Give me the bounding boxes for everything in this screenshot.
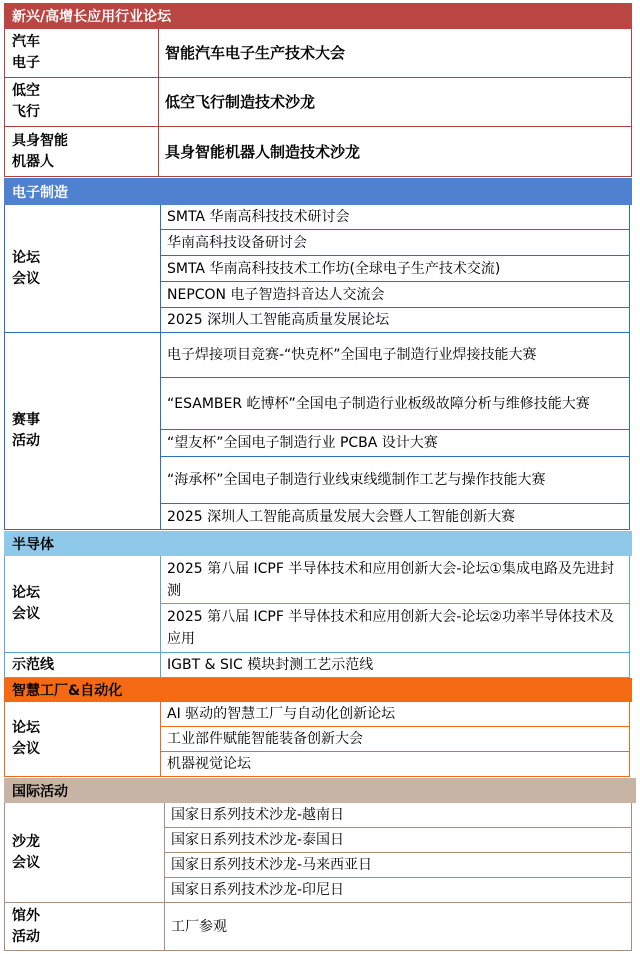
section-title: 国际活动 bbox=[12, 783, 68, 800]
section-header-international bbox=[4, 778, 636, 803]
row-value-robot: 具身智能机器人制造技术沙龙 bbox=[158, 127, 632, 177]
list-item: NEPCON 电子智造抖音达人交流会 bbox=[160, 282, 630, 308]
list-item: 2025 深圳人工智能高质量发展大会暨人工智能创新大赛 bbox=[160, 504, 630, 530]
list-item: 电子焊接项目竞赛-“快克杯”全国电子制造行业焊接技能大赛 bbox=[160, 333, 630, 378]
list-item: AI 驱动的智慧工厂与自动化创新论坛 bbox=[160, 702, 630, 727]
row-label-lowalt: 低空 飞行 bbox=[4, 78, 158, 127]
section-title: 电子制造 bbox=[12, 184, 68, 201]
section-header-smart-factory bbox=[4, 678, 632, 702]
list-item: “望友杯”全国电子制造行业 PCBA 设计大赛 bbox=[160, 430, 630, 457]
list-item: SMTA 华南高科技技术研讨会 bbox=[160, 205, 630, 230]
section-title: 半导体 bbox=[12, 536, 54, 553]
row-value-auto: 智能汽车电子生产技术大会 bbox=[158, 29, 632, 78]
section-header-electronics bbox=[4, 178, 632, 205]
list-item: 2025 第八届 ICPF 半导体技术和应用创新大会-论坛①集成电路及先进封测 bbox=[160, 556, 630, 604]
list-item: 2025 第八届 ICPF 半导体技术和应用创新大会-论坛②功率半导体技术及应用 bbox=[160, 604, 630, 653]
list-item: “海承杯”全国电子制造行业线束线缆制作工艺与操作技能大赛 bbox=[160, 457, 630, 504]
row-label-robot: 具身智能 机器人 bbox=[4, 127, 158, 177]
list-item: 工厂参观 bbox=[164, 903, 632, 951]
event-label: 赛事 活动 bbox=[4, 333, 160, 530]
list-item: 国家日系列技术沙龙-马来西亚日 bbox=[164, 853, 632, 878]
list-item: 机器视觉论坛 bbox=[160, 752, 630, 777]
list-item: 国家日系列技术沙龙-印尼日 bbox=[164, 878, 632, 903]
demo-label: 示范线 bbox=[4, 653, 160, 678]
list-item: 国家日系列技术沙龙-泰国日 bbox=[164, 828, 632, 853]
row-value-lowalt: 低空飞行制造技术沙龙 bbox=[158, 78, 632, 127]
section-title: 新兴/高增长应用行业论坛 bbox=[12, 9, 172, 25]
list-item: 工业部件赋能智能装备创新大会 bbox=[160, 727, 630, 752]
list-item: 华南高科技设备研讨会 bbox=[160, 230, 630, 256]
offsite-label: 馆外 活动 bbox=[4, 903, 164, 951]
section-title: 智慧工厂&自动化 bbox=[12, 683, 123, 699]
list-item: SMTA 华南高科技技术工作坊(全球电子生产技术交流) bbox=[160, 256, 630, 282]
list-item: “ESAMBER 屹博杯”全国电子制造行业板级故障分析与维修技能大赛 bbox=[160, 378, 630, 430]
forum-label: 论坛 会议 bbox=[4, 205, 160, 333]
list-item: 国家日系列技术沙龙-越南日 bbox=[164, 803, 632, 828]
list-item: IGBT & SIC 模块封测工艺示范线 bbox=[160, 653, 630, 678]
list-item: 2025 深圳人工智能高质量发展论坛 bbox=[160, 308, 630, 333]
forum-label: 论坛 会议 bbox=[4, 702, 160, 777]
salon-label: 沙龙 会议 bbox=[4, 803, 164, 903]
row-label-auto: 汽车 电子 bbox=[4, 29, 158, 78]
section-header-semiconductor bbox=[4, 531, 632, 556]
section-header-emerging bbox=[4, 3, 632, 29]
forum-label: 论坛 会议 bbox=[4, 556, 160, 653]
